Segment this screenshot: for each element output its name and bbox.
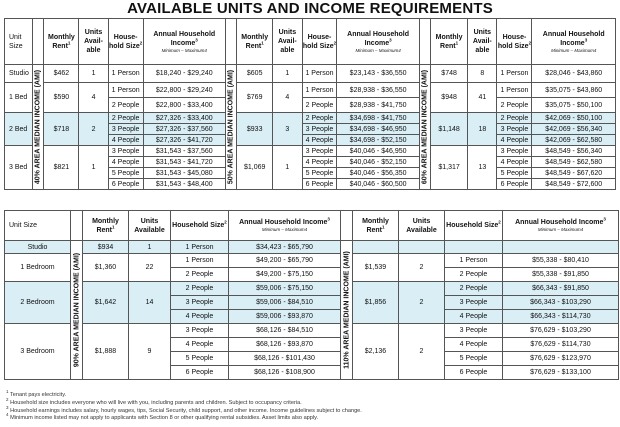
band-spacer: [225, 19, 236, 65]
rent: $605: [237, 65, 273, 83]
unit-size: 2 Bed: [5, 113, 33, 146]
income-range: $35,075 - $43,860: [532, 83, 616, 98]
income-range: $68,126 - $84,510: [229, 324, 341, 338]
household-size: 1 Person: [171, 254, 229, 268]
income-range: $31,543 - $37,560: [143, 146, 225, 157]
income-range: $34,698 - $46,950: [337, 124, 419, 135]
units-available: 22: [129, 254, 171, 282]
income-range: $76,629 - $133,100: [503, 366, 619, 380]
household-size: 5 People: [445, 352, 503, 366]
empty-cell: [445, 241, 503, 254]
units-available: 13: [468, 146, 497, 190]
rent: $718: [44, 113, 79, 146]
unit-size: 3 Bedroom: [5, 324, 71, 380]
column-header: Unit Size: [5, 19, 33, 65]
household-size: 3 People: [302, 124, 337, 135]
band-label-90: 90% AREA MEDIAN INCOME (AMI): [71, 241, 83, 380]
band-spacer: [33, 19, 44, 65]
column-header: House-hold Size$^2$: [497, 19, 532, 65]
household-size: 5 People: [497, 168, 532, 179]
column-header: Units Available: [399, 211, 445, 241]
household-size: 4 People: [445, 338, 503, 352]
units-available: 2: [79, 113, 108, 146]
column-header: House-hold Size$^2$: [108, 19, 143, 65]
rent: $1,856: [353, 282, 399, 324]
income-range: $34,698 - $52,150: [337, 135, 419, 146]
units-available: 2: [399, 254, 445, 282]
income-range: $59,006 - $93,870: [229, 310, 341, 324]
table-row: [5, 241, 619, 254]
table-row: [5, 324, 619, 338]
units-available: 4: [79, 83, 108, 113]
household-size: 6 People: [445, 366, 503, 380]
empty-cell: [503, 241, 619, 254]
rent: $748: [431, 65, 468, 83]
household-size: 1 Person: [108, 65, 143, 83]
household-size: 6 People: [497, 179, 532, 190]
household-size: 1 Person: [497, 65, 532, 83]
household-size: 1 Person: [302, 83, 337, 98]
income-range: $31,543 - $45,080: [143, 168, 225, 179]
income-range: $76,629 - $103,290: [503, 324, 619, 338]
column-header: Annual Household Income$^3$ Minimum – Maximum4: [337, 19, 419, 65]
empty-cell: [399, 241, 445, 254]
column-header: Monthly Rent$^1$: [431, 19, 468, 65]
column-header: Annual Household Income$^3$ Minimum – Maximum4: [503, 211, 619, 241]
household-size: 1 Person: [302, 65, 337, 83]
footnote: $^1$ Tenant pays electricity.: [6, 389, 67, 398]
income-range: $27,326 - $41,720: [143, 135, 225, 146]
household-size: 2 People: [445, 268, 503, 282]
household-size: 1 Person: [108, 83, 143, 98]
table-row: [5, 282, 619, 296]
rent: $1,148: [431, 113, 468, 146]
table-row: [5, 146, 616, 157]
footnote: $^2$ Household size includes everyone who will live with you, including parents and children. Subject to occupancy criteria.: [6, 396, 302, 406]
household-size: 3 People: [497, 146, 532, 157]
column-header: Monthly Rent$^1$: [353, 211, 399, 241]
table-header-row: [5, 19, 616, 65]
units-available: 1: [273, 146, 302, 190]
rent: $821: [44, 146, 79, 190]
units-available: 18: [468, 113, 497, 146]
band-label-110: 110% AREA MEDIAN INCOME (AMI): [341, 241, 353, 380]
income-range: $49,200 - $75,150: [229, 268, 341, 282]
rent: $1,360: [83, 254, 129, 282]
income-range: $35,075 - $50,100: [532, 98, 616, 113]
footnote: $^3$ Household earnings includes salary, hourly wages, tips, Social Security, child support, and other income. Income guidelines subject to change.: [6, 404, 362, 414]
household-size: 2 People: [108, 98, 143, 113]
rent: $933: [237, 113, 273, 146]
rent: $590: [44, 83, 79, 113]
units-available: 1: [79, 65, 108, 83]
column-header: Units Avail-able: [468, 19, 497, 65]
column-header: Household Size$^2$: [445, 211, 503, 241]
household-size: 3 People: [171, 296, 229, 310]
income-range: $34,423 - $65,790: [229, 241, 341, 254]
income-range: $76,629 - $114,730: [503, 338, 619, 352]
income-range: $40,046 - $60,500: [337, 179, 419, 190]
band-label-60: 60% AREA MEDIAN INCOME (AMI): [419, 65, 430, 190]
income-range: $42,069 - $62,580: [532, 135, 616, 146]
household-size: 2 People: [497, 113, 532, 124]
column-header: Annual Household Income$^3$ Minimum – Maximum4: [229, 211, 341, 241]
household-size: 2 People: [445, 282, 503, 296]
household-size: 6 People: [108, 179, 143, 190]
units-available: 2: [399, 282, 445, 324]
page-title: AVAILABLE UNITS AND INCOME REQUIREMENTS: [127, 0, 493, 17]
band-spacer: [419, 19, 430, 65]
rent: $1,069: [237, 146, 273, 190]
household-size: 3 People: [171, 324, 229, 338]
table-row: [5, 83, 616, 98]
household-size: 2 People: [108, 113, 143, 124]
income-range: $40,046 - $46,950: [337, 146, 419, 157]
income-range: $76,629 - $123,970: [503, 352, 619, 366]
rent: $769: [237, 83, 273, 113]
household-size: 4 People: [497, 135, 532, 146]
rent: $1,539: [353, 254, 399, 282]
unit-size: 1 Bedroom: [5, 254, 71, 282]
top-income-table: [4, 18, 616, 190]
unit-size: Studio: [5, 65, 33, 83]
income-range: $48,549 - $67,620: [532, 168, 616, 179]
rent: $948: [431, 83, 468, 113]
units-available: 3: [273, 113, 302, 146]
table-header-row: [5, 211, 619, 241]
household-size: 2 People: [302, 113, 337, 124]
income-range: $55,338 - $91,850: [503, 268, 619, 282]
rent: $1,642: [83, 282, 129, 324]
income-range: $42,069 - $56,340: [532, 124, 616, 135]
income-range: $31,543 - $48,400: [143, 179, 225, 190]
column-header: Household Size$^2$: [171, 211, 229, 241]
household-size: 3 People: [497, 124, 532, 135]
income-range: $34,698 - $41,750: [337, 113, 419, 124]
household-size: 4 People: [302, 157, 337, 168]
income-range: $40,046 - $52,150: [337, 157, 419, 168]
table-row: [5, 65, 616, 83]
units-available: 1: [273, 65, 302, 83]
income-range: $40,046 - $56,350: [337, 168, 419, 179]
units-available: 8: [468, 65, 497, 83]
units-available: 2: [399, 324, 445, 380]
household-size: 3 People: [445, 324, 503, 338]
income-range: $66,343 - $103,290: [503, 296, 619, 310]
units-available: 4: [273, 83, 302, 113]
household-size: 3 People: [302, 146, 337, 157]
household-size: 4 People: [445, 310, 503, 324]
household-size: 4 People: [497, 157, 532, 168]
unit-size: 3 Bed: [5, 146, 33, 190]
household-size: 3 People: [445, 296, 503, 310]
units-available: 1: [129, 241, 171, 254]
household-size: 4 People: [171, 338, 229, 352]
income-range: $28,938 - $41,750: [337, 98, 419, 113]
income-range: $28,938 - $36,550: [337, 83, 419, 98]
column-header: Monthly Rent$^1$: [83, 211, 129, 241]
income-range: $66,343 - $91,850: [503, 282, 619, 296]
column-header: House-hold Size$^2$: [302, 19, 337, 65]
income-range: $49,200 - $65,790: [229, 254, 341, 268]
household-size: 2 People: [171, 268, 229, 282]
income-range: $22,800 - $29,240: [143, 83, 225, 98]
column-header: Annual Household Income$^3$ Minimum – Maximum4: [143, 19, 225, 65]
household-size: 2 People: [171, 282, 229, 296]
income-range: $66,343 - $114,730: [503, 310, 619, 324]
income-range: $68,126 - $108,900: [229, 366, 341, 380]
column-header: Units Avail-able: [273, 19, 302, 65]
empty-cell: [353, 241, 399, 254]
income-range: $28,046 - $43,860: [532, 65, 616, 83]
column-header: Monthly Rent$^1$: [44, 19, 79, 65]
household-size: 4 People: [302, 135, 337, 146]
income-range: $48,549 - $62,580: [532, 157, 616, 168]
income-range: $48,549 - $72,600: [532, 179, 616, 190]
rent: $934: [83, 241, 129, 254]
household-size: 2 People: [497, 98, 532, 113]
income-range: $31,543 - $41,720: [143, 157, 225, 168]
income-range: $68,126 - $93,870: [229, 338, 341, 352]
footnotes: [6, 389, 362, 423]
income-range: $27,326 - $37,560: [143, 124, 225, 135]
household-size: 3 People: [108, 124, 143, 135]
table-row: [5, 113, 616, 124]
unit-size: 2 Bedroom: [5, 282, 71, 324]
household-size: 6 People: [171, 366, 229, 380]
column-header: Monthly Rent$^1$: [237, 19, 273, 65]
income-range: $59,006 - $75,150: [229, 282, 341, 296]
rent: $1,317: [431, 146, 468, 190]
column-header: Unit Size: [5, 211, 71, 241]
band-spacer: [341, 211, 353, 241]
rent: $2,136: [353, 324, 399, 380]
income-range: $22,800 - $33,400: [143, 98, 225, 113]
footnote: $^4$ Minimum income listed may not apply to applicants with Section 8 or other qualifying rental subsidies. Asset limits also apply.: [6, 412, 319, 422]
household-size: 5 People: [171, 352, 229, 366]
income-range: $18,240 - $29,240: [143, 65, 225, 83]
household-size: 4 People: [108, 135, 143, 146]
household-size: 1 Person: [445, 254, 503, 268]
household-size: 2 People: [302, 98, 337, 113]
units-available: 1: [79, 146, 108, 190]
household-size: 5 People: [302, 168, 337, 179]
household-size: 4 People: [171, 310, 229, 324]
household-size: 1 Person: [171, 241, 229, 254]
bottom-income-table: [4, 210, 619, 380]
unit-size: 1 Bed: [5, 83, 33, 113]
income-range: $42,069 - $50,100: [532, 113, 616, 124]
rent: $1,888: [83, 324, 129, 380]
band-spacer: [71, 211, 83, 241]
units-available: 9: [129, 324, 171, 380]
unit-size: Studio: [5, 241, 71, 254]
household-size: 1 Person: [497, 83, 532, 98]
income-range: $55,338 - $80,410: [503, 254, 619, 268]
band-label-40: 40% AREA MEDIAN INCOME (AMI): [33, 65, 44, 190]
household-size: 5 People: [108, 168, 143, 179]
income-range: $27,326 - $33,400: [143, 113, 225, 124]
units-available: 41: [468, 83, 497, 113]
household-size: 6 People: [302, 179, 337, 190]
band-label-50: 50% AREA MEDIAN INCOME (AMI): [225, 65, 236, 190]
household-size: 4 People: [108, 157, 143, 168]
table-row: [5, 254, 619, 268]
income-range: $48,549 - $56,340: [532, 146, 616, 157]
column-header: Units Avail-able: [79, 19, 108, 65]
income-range: $23,143 - $36,550: [337, 65, 419, 83]
rent: $462: [44, 65, 79, 83]
units-available: 14: [129, 282, 171, 324]
household-size: 3 People: [108, 146, 143, 157]
column-header: Annual Household Income$^3$ Minimum – Maximum4: [532, 19, 616, 65]
income-range: $59,006 - $84,510: [229, 296, 341, 310]
income-range: $68,126 - $101,430: [229, 352, 341, 366]
column-header: Units Available: [129, 211, 171, 241]
